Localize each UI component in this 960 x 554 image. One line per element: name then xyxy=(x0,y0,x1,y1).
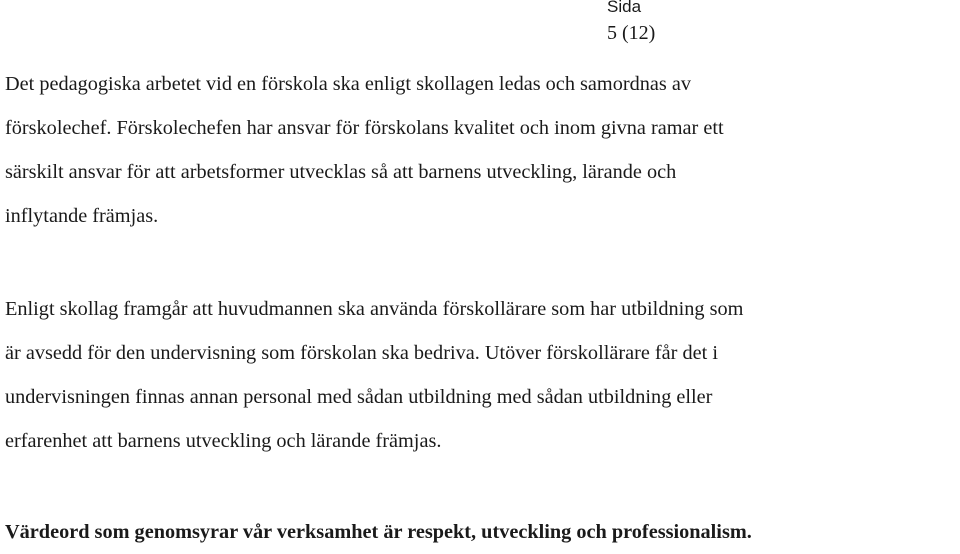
page-label: Sida xyxy=(607,0,642,16)
page-header xyxy=(607,0,727,45)
text-line: inflytande främjas. xyxy=(5,205,159,227)
core-values-statement: Värdeord som genomsyrar vår verksamhet är respekt, utveckling och professionalism. xyxy=(5,521,752,543)
text-line: Enligt skollag framgår att huvudmannen ska använda förskollärare som har utbildning som xyxy=(5,298,744,320)
text-line: erfarenhet att barnens utveckling och lärande främjas. xyxy=(5,430,442,452)
text-line: särskilt ansvar för att arbetsformer utvecklas så att barnens utveckling, lärande och xyxy=(5,161,677,183)
paragraph-leadership xyxy=(5,62,955,238)
paragraph-staffing xyxy=(5,287,955,463)
text-line: Det pedagogiska arbetet vid en förskola ska enligt skollagen ledas och samordnas av xyxy=(5,73,691,95)
text-line: undervisningen finnas annan personal med sådan utbildning med sådan utbildning eller xyxy=(5,386,713,408)
text-line: förskolechef. Förskolechefen har ansvar för förskolans kvalitet och inom givna ramar ett xyxy=(5,117,724,139)
text-line: är avsedd för den undervisning som förskolan ska bedriva. Utöver förskollärare får det i xyxy=(5,342,718,364)
page-number: 5 (12) xyxy=(607,22,656,44)
